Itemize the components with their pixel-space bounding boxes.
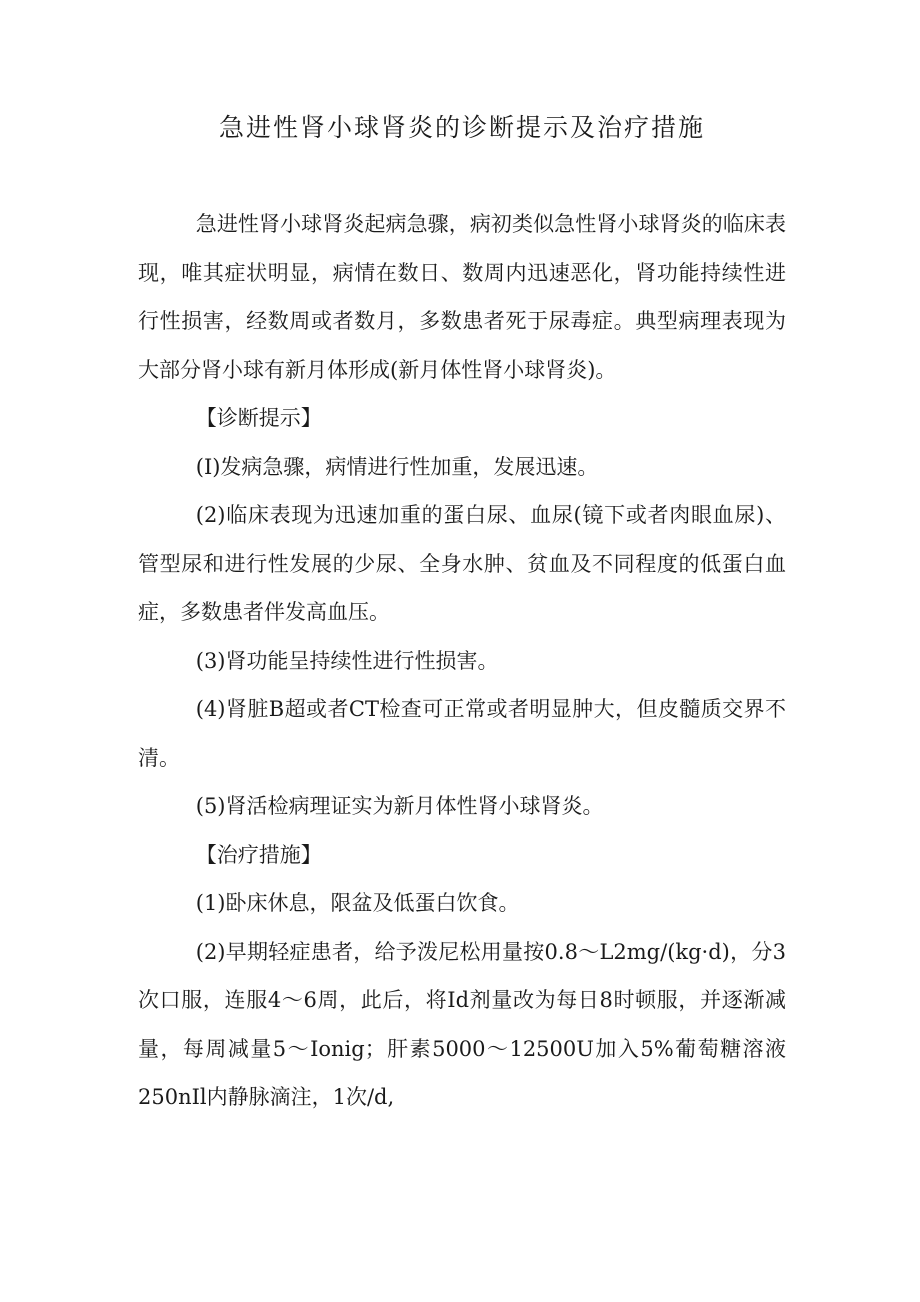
section-heading-diagnosis: 【诊断提示】 — [195, 406, 322, 430]
document-body — [138, 200, 786, 1122]
diagnosis-item-4: (4)肾脏B超或者CT检查可正常或者明显肿大，但皮髓质交界不清。 — [138, 697, 786, 770]
treatment-item-2: (2)早期轻症患者，给予泼尼松用量按0.8～L2mg/(kg·d)，分3次口服，连服4～6周，此后，将Id剂量改为每日8时顿服，并逐渐减量，每周减量5～Ionig；肝素5000～12500U加入5%葡萄糖溶液250nIl内静脉滴注，1次/d, — [138, 939, 786, 1109]
diagnosis-item-5: (5)肾活检病理证实为新月体性肾小球肾炎。 — [195, 794, 604, 818]
treatment-item-1: (1)卧床休息，限盆及低蛋白饮食。 — [195, 891, 520, 915]
section-heading-treatment: 【治疗措施】 — [195, 842, 322, 867]
diagnosis-item-3: (3)肾功能呈持续性进行性损害。 — [195, 648, 499, 673]
intro-paragraph: 急进性肾小球肾炎起病急骤，病初类似急性肾小球肾炎的临床表现，唯其症状明显，病情在数日、数周内迅速恶化，肾功能持续性进行性损害，经数周或者数月，多数患者死于尿毒症。典型病理表现为大部分肾小球有新月体形成(新月体性肾小球肾炎)。 — [138, 212, 786, 382]
document-title: 急进性肾小球肾炎的诊断提示及治疗措施 — [218, 113, 705, 142]
diagnosis-item-1: (I)发病急骤，病情进行性加重，发展迅速。 — [195, 454, 599, 479]
diagnosis-item-2: (2)临床表现为迅速加重的蛋白尿、血尿(镜下或者肉眼血尿)、管型尿和进行性发展的少尿、全身水肿、贫血及不同程度的低蛋白血症，多数患者伴发高血压。 — [138, 503, 786, 624]
